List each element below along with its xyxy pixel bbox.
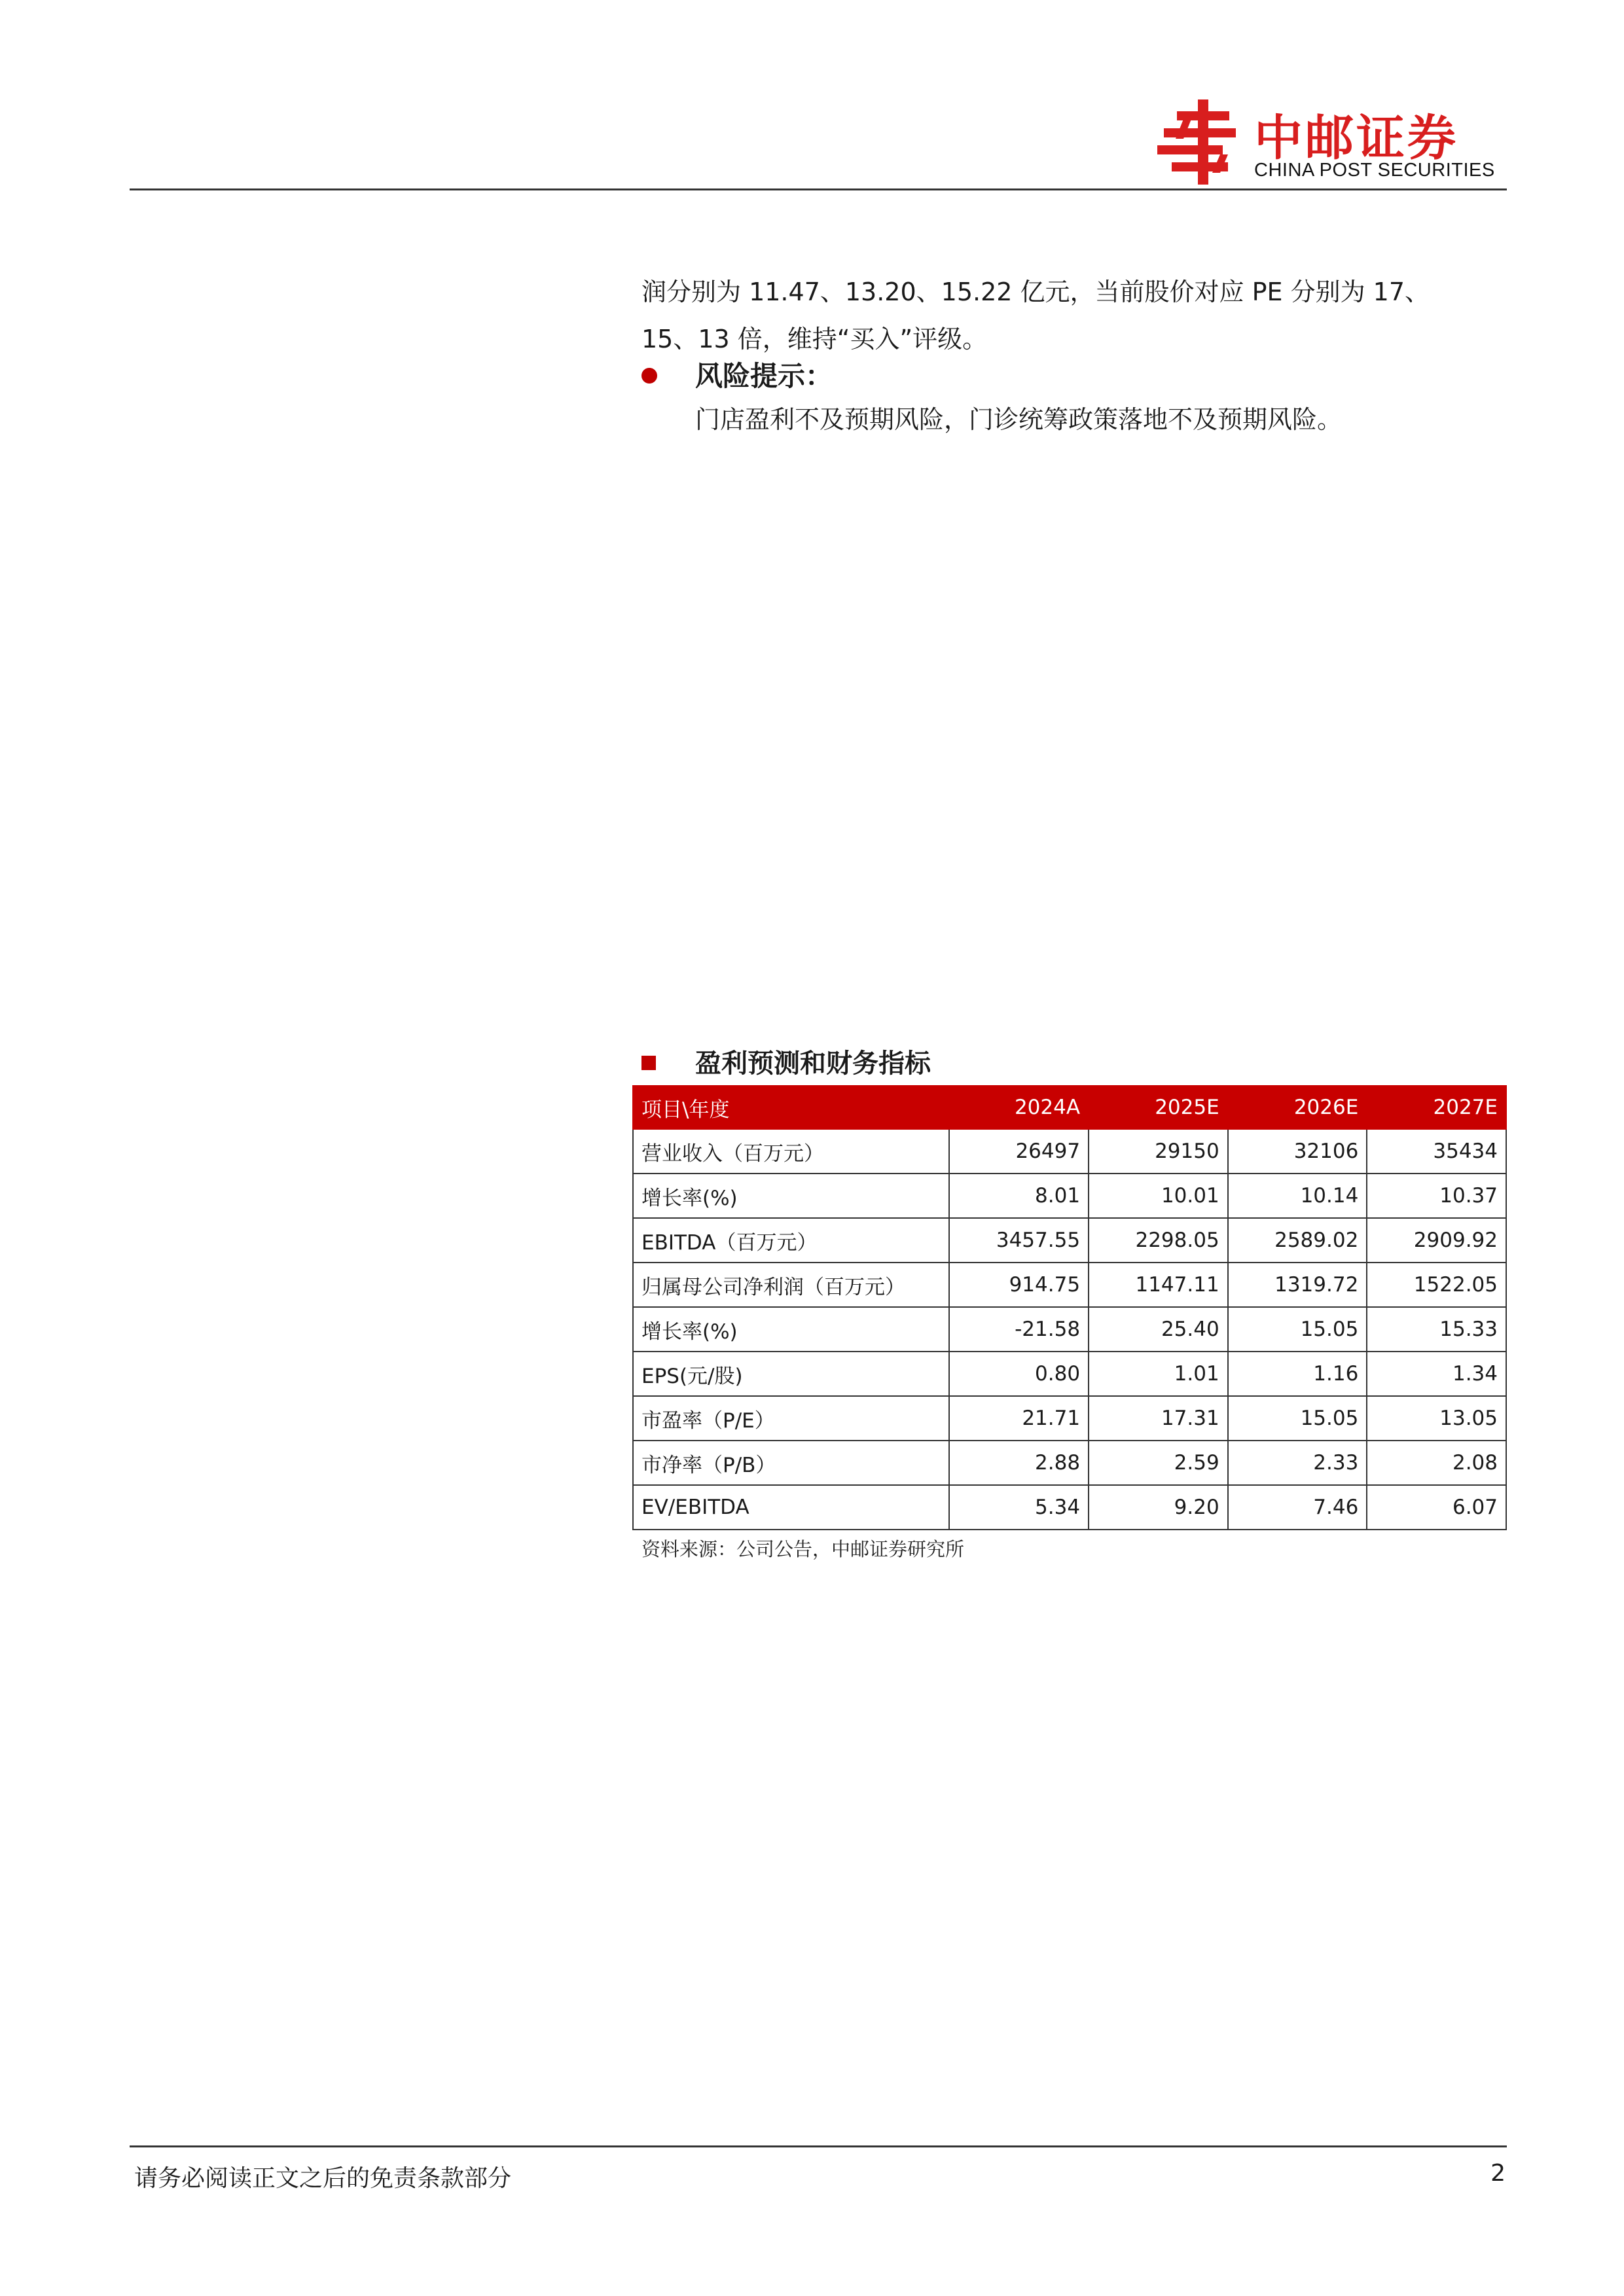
table-row <box>633 1307 1506 1352</box>
table-row <box>633 1485 1506 1530</box>
table-cell: 9.20 <box>1089 1485 1228 1530</box>
row-label: EV/EBITDA <box>633 1485 949 1530</box>
table-cell: 3457.55 <box>949 1218 1089 1263</box>
risk-title: 风险提示： <box>695 360 833 392</box>
table-row <box>633 1218 1506 1263</box>
header-cell: 2025E <box>1089 1086 1228 1129</box>
table-row <box>633 1174 1506 1218</box>
table-cell: 2298.05 <box>1089 1218 1228 1263</box>
china-post-logo-icon <box>1157 99 1242 185</box>
footer-divider <box>130 2145 1507 2147</box>
table-cell: 35434 <box>1367 1129 1506 1174</box>
table-cell: 13.05 <box>1367 1396 1506 1441</box>
table-title: 盈利预测和财务指标 <box>695 1049 931 1079</box>
header-cell: 项目\年度 <box>633 1086 949 1129</box>
table-cell: 7.46 <box>1228 1485 1367 1530</box>
table-cell: 10.37 <box>1367 1174 1506 1218</box>
table-row <box>633 1441 1506 1485</box>
financial-forecast-table <box>632 1085 1507 1530</box>
row-label: EPS(元/股) <box>633 1352 949 1396</box>
table-cell: 32106 <box>1228 1129 1367 1174</box>
table-cell: 1.34 <box>1367 1352 1506 1396</box>
table-cell: 8.01 <box>949 1174 1089 1218</box>
table-cell: 1.16 <box>1228 1352 1367 1396</box>
row-label: 营业收入（百万元） <box>633 1129 949 1174</box>
table-cell: 1.01 <box>1089 1352 1228 1396</box>
table-cell: 2909.92 <box>1367 1218 1506 1263</box>
table-cell: 0.80 <box>949 1352 1089 1396</box>
footer-disclaimer: 请务必阅读正文之后的免责条款部分 <box>134 2165 512 2192</box>
company-logo <box>1157 99 1511 185</box>
table-cell: 2589.02 <box>1228 1218 1367 1263</box>
row-label: 市盈率（P/E） <box>633 1396 949 1441</box>
table-cell: 29150 <box>1089 1129 1228 1174</box>
table-cell: 5.34 <box>949 1485 1089 1530</box>
table-cell: 2.88 <box>949 1441 1089 1485</box>
page-number: 2 <box>1490 2160 1506 2187</box>
table-cell: 1522.05 <box>1367 1263 1506 1307</box>
table-source-note: 资料来源：公司公告，中邮证券研究所 <box>641 1538 965 1560</box>
table-cell: 10.14 <box>1228 1174 1367 1218</box>
table-cell: 10.01 <box>1089 1174 1228 1218</box>
row-label: EBITDA（百万元） <box>633 1218 949 1263</box>
header-divider <box>130 188 1507 190</box>
table-cell: 21.71 <box>949 1396 1089 1441</box>
risk-text: 门店盈利不及预期风险，门诊统筹政策落地不及预期风险。 <box>695 405 1343 434</box>
table-row <box>633 1396 1506 1441</box>
table-cell: 25.40 <box>1089 1307 1228 1352</box>
logo-chinese-text: 中邮证券 <box>1254 110 1458 166</box>
table-cell: 2.08 <box>1367 1441 1506 1485</box>
logo-english-text: CHINA POST SECURITIES <box>1254 160 1495 181</box>
table-cell: 2.59 <box>1089 1441 1228 1485</box>
row-label: 市净率（P/B） <box>633 1441 949 1485</box>
row-label: 归属母公司净利润（百万元） <box>633 1263 949 1307</box>
table-cell: 15.05 <box>1228 1307 1367 1352</box>
table-cell: 26497 <box>949 1129 1089 1174</box>
table-row <box>633 1263 1506 1307</box>
table-row <box>633 1129 1506 1174</box>
table-cell: 1147.11 <box>1089 1263 1228 1307</box>
table-header-row <box>633 1086 1506 1129</box>
summary-paragraph-line-1: 润分别为 11.47、13.20、15.22 亿元，当前股价对应 PE 分别为 17、 <box>641 278 1430 306</box>
bullet-square-icon <box>641 1056 656 1070</box>
row-label: 增长率(%) <box>633 1174 949 1218</box>
table-cell: 6.07 <box>1367 1485 1506 1530</box>
header-cell: 2026E <box>1228 1086 1367 1129</box>
table-cell: 2.33 <box>1228 1441 1367 1485</box>
table-cell: 914.75 <box>949 1263 1089 1307</box>
bullet-dot-icon <box>641 368 657 384</box>
header-cell: 2024A <box>949 1086 1089 1129</box>
table-cell: 1319.72 <box>1228 1263 1367 1307</box>
table-cell: 15.05 <box>1228 1396 1367 1441</box>
row-label: 增长率(%) <box>633 1307 949 1352</box>
table-cell: -21.58 <box>949 1307 1089 1352</box>
table-row <box>633 1352 1506 1396</box>
table-cell: 17.31 <box>1089 1396 1228 1441</box>
header-cell: 2027E <box>1367 1086 1506 1129</box>
summary-paragraph-line-2: 15、13 倍，维持“买入”评级。 <box>641 325 988 353</box>
table-cell: 15.33 <box>1367 1307 1506 1352</box>
